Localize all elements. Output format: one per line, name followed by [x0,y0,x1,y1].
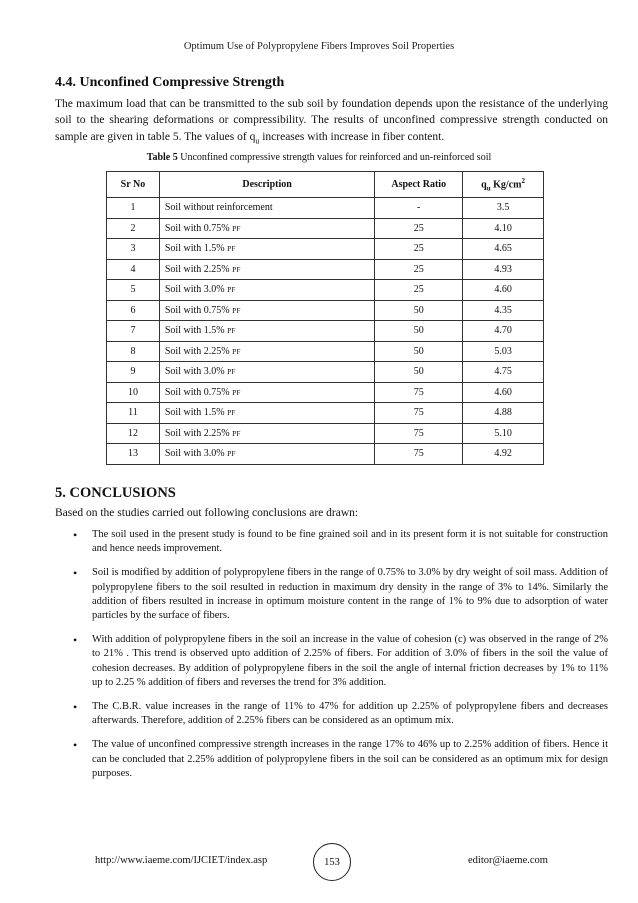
pf-abbrev: PF [227,449,236,459]
cell-qu-value: 4.75 [463,362,544,383]
col-header-aspect-ratio: Aspect Ratio [375,172,463,198]
cell-sr-no: 7 [107,321,160,342]
cell-qu-value: 4.92 [463,444,544,465]
cell-description [159,198,374,219]
cell-description [159,444,374,465]
col-header-qu: $q_u$ $Kg/cm^2$ [463,172,544,198]
cell-sr-no: 1 [107,198,160,219]
cell-aspect-ratio: 75 [375,444,463,465]
list-item: • Soil is modified by addition of polypropylene fibers in the range of 0.75% to 3.0% by dry weight of soil mass. Addition of polypropylene fibers to the soil resulted in reduction in maximum dry density in the range of 3% to 14%. Similarly the addition of fibers resulted in increase in optimum moisture content in the range of 1% to 9% due to adsorption of water particles by the surface of fibers. [55,566,608,623]
cell-qu-value: 4.60 [463,280,544,301]
pf-abbrev: PF [227,326,236,336]
cell-aspect-ratio: - [375,198,463,219]
table-row [107,259,544,280]
description-text: Soil with 1.5% [164,325,228,337]
table-caption-label: Table 5 [146,152,178,163]
description-text: Soil with 2.25% [164,263,233,275]
cell-description [159,403,374,424]
cell-aspect-ratio: 50 [375,321,463,342]
cell-aspect-ratio: 75 [375,382,463,403]
cell-qu-value: 5.03 [463,341,544,362]
pf-abbrev: PF [227,408,236,418]
cell-description [159,423,374,444]
pf-abbrev: PF [227,244,236,254]
list-item: • The soil used in the present study is found to be fine grained soil and in its present form it is not suitable for construction and hence needs improvement. [55,528,608,556]
pf-abbrev: PF [232,264,241,274]
cell-sr-no: 4 [107,259,160,280]
cell-description [159,382,374,403]
description-text: Soil without reinforcement [164,202,273,214]
cell-description [159,259,374,280]
cell-sr-no: 8 [107,341,160,362]
description-text: Soil with 3.0% [164,448,228,460]
cell-sr-no: 6 [107,300,160,321]
pf-abbrev: PF [232,387,241,397]
cell-sr-no: 12 [107,423,160,444]
cell-qu-value: 4.93 [463,259,544,280]
cell-description [159,362,374,383]
description-text: Soil with 0.75% [164,386,233,398]
cell-sr-no: 5 [107,280,160,301]
description-text: Soil with 1.5% [164,243,228,255]
col-header-description: Description [159,172,374,198]
table-caption-text: Unconfined compressive strength values for reinforced and un-reinforced soil [177,152,492,163]
cell-qu-value: 3.5 [463,198,544,219]
list-item: • The C.B.R. value increases in the range of 11% to 47% for addition up 2.25% of polypropylene fibers and decreases afterwards. Therefore, addition of 2.25% fibers can be considered as an optimum mix. [55,700,608,728]
cell-qu-value: 4.35 [463,300,544,321]
cell-aspect-ratio: 75 [375,403,463,424]
cell-description [159,300,374,321]
description-text: Soil with 0.75% [164,304,233,316]
cell-aspect-ratio: 50 [375,362,463,383]
cell-sr-no: 11 [107,403,160,424]
list-item: • The value of unconfined compressive strength increases in the range 17% to 46% up to 2.25% addition of fibers. Hence it can be concluded that 2.25% addition of polypropylene fibers in the soil can be considered as an optimum mix for design purposes. [55,738,608,781]
pf-abbrev: PF [227,285,236,295]
qu-subscript: u [255,135,260,145]
pf-abbrev: PF [232,346,241,356]
cell-aspect-ratio: 75 [375,423,463,444]
footer-email[interactable]: editor@iaeme.com [468,855,548,866]
pf-abbrev: PF [232,305,241,315]
page-number: 153 [313,843,351,881]
paragraph-text-a: The maximum load that can be transmitted to the sub soil by foundation depends upon the resistance of the underlying soil to the shearing deformations or compressibility. The results of unconfined compressive strength conducted on sample are given in table 5. The values of q [55,98,608,143]
list-item: • With addition of polypropylene fibers in the soil an increase in the value of cohesion (c) was observed in the range of 2% to 21% . This trend is observed upto addition of 2.25% of fibers. For addition of 3.0% of fibers in the soil the value of cohesion decreases. By addition of polypropylene fibers in the soil the angle of internal friction decreases by 1% to 11% up to 2.25 % addition of fibers and reverses the trend for 3% addition. [55,633,608,690]
cell-description [159,341,374,362]
running-header: Optimum Use of Polypropylene Fibers Improves Soil Properties [183,41,455,52]
cell-qu-value: 4.70 [463,321,544,342]
footer-url[interactable]: http://www.iaeme.com/IJCIET/index.asp [95,855,268,866]
table-row [107,300,544,321]
table-row [107,239,544,260]
cell-aspect-ratio: 25 [375,280,463,301]
cell-qu-value: 4.10 [463,218,544,239]
description-text: Soil with 2.25% [164,345,233,357]
pf-abbrev: PF [232,428,241,438]
section-heading-5: 5. CONCLUSIONS [55,485,176,501]
cell-description [159,321,374,342]
description-text: Soil with 3.0% [164,366,228,378]
pf-abbrev: PF [232,223,241,233]
cell-aspect-ratio: 25 [375,218,463,239]
description-text: Soil with 2.25% [164,427,233,439]
table-row [107,280,544,301]
cell-description [159,239,374,260]
col-header-sr-no: Sr No [107,172,160,198]
table-row [107,444,544,465]
table-row [107,321,544,342]
pf-abbrev: PF [227,367,236,377]
cell-sr-no: 3 [107,239,160,260]
cell-sr-no: 10 [107,382,160,403]
table-5 [106,171,544,465]
table-row [107,423,544,444]
description-text: Soil with 1.5% [164,407,228,419]
cell-sr-no: 9 [107,362,160,383]
table-row [107,198,544,219]
cell-qu-value: 4.65 [463,239,544,260]
cell-aspect-ratio: 25 [375,259,463,280]
description-text: Soil with 3.0% [164,284,228,296]
cell-qu-value: 5.10 [463,423,544,444]
cell-description [159,218,374,239]
table-row [107,403,544,424]
cell-aspect-ratio: 50 [375,341,463,362]
cell-description [159,280,374,301]
cell-sr-no: 13 [107,444,160,465]
cell-aspect-ratio: 50 [375,300,463,321]
table-row [107,218,544,239]
section-heading-4-4: 4.4. Unconfined Compressive Strength [55,75,285,90]
table-row [107,341,544,362]
conclusions-list [55,528,608,791]
table-row [107,382,544,403]
table-5-caption [0,152,638,163]
cell-qu-value: 4.60 [463,382,544,403]
cell-aspect-ratio: 25 [375,239,463,260]
table-row [107,362,544,383]
conclusions-intro: Based on the studies carried out following conclusions are drawn: [55,507,359,519]
cell-qu-value: 4.88 [463,403,544,424]
cell-sr-no: 2 [107,218,160,239]
section-4-4-paragraph [55,96,608,149]
description-text: Soil with 0.75% [164,222,233,234]
table-header-row [107,172,544,198]
paragraph-text-b: increases with increase in fiber content. [259,130,445,143]
